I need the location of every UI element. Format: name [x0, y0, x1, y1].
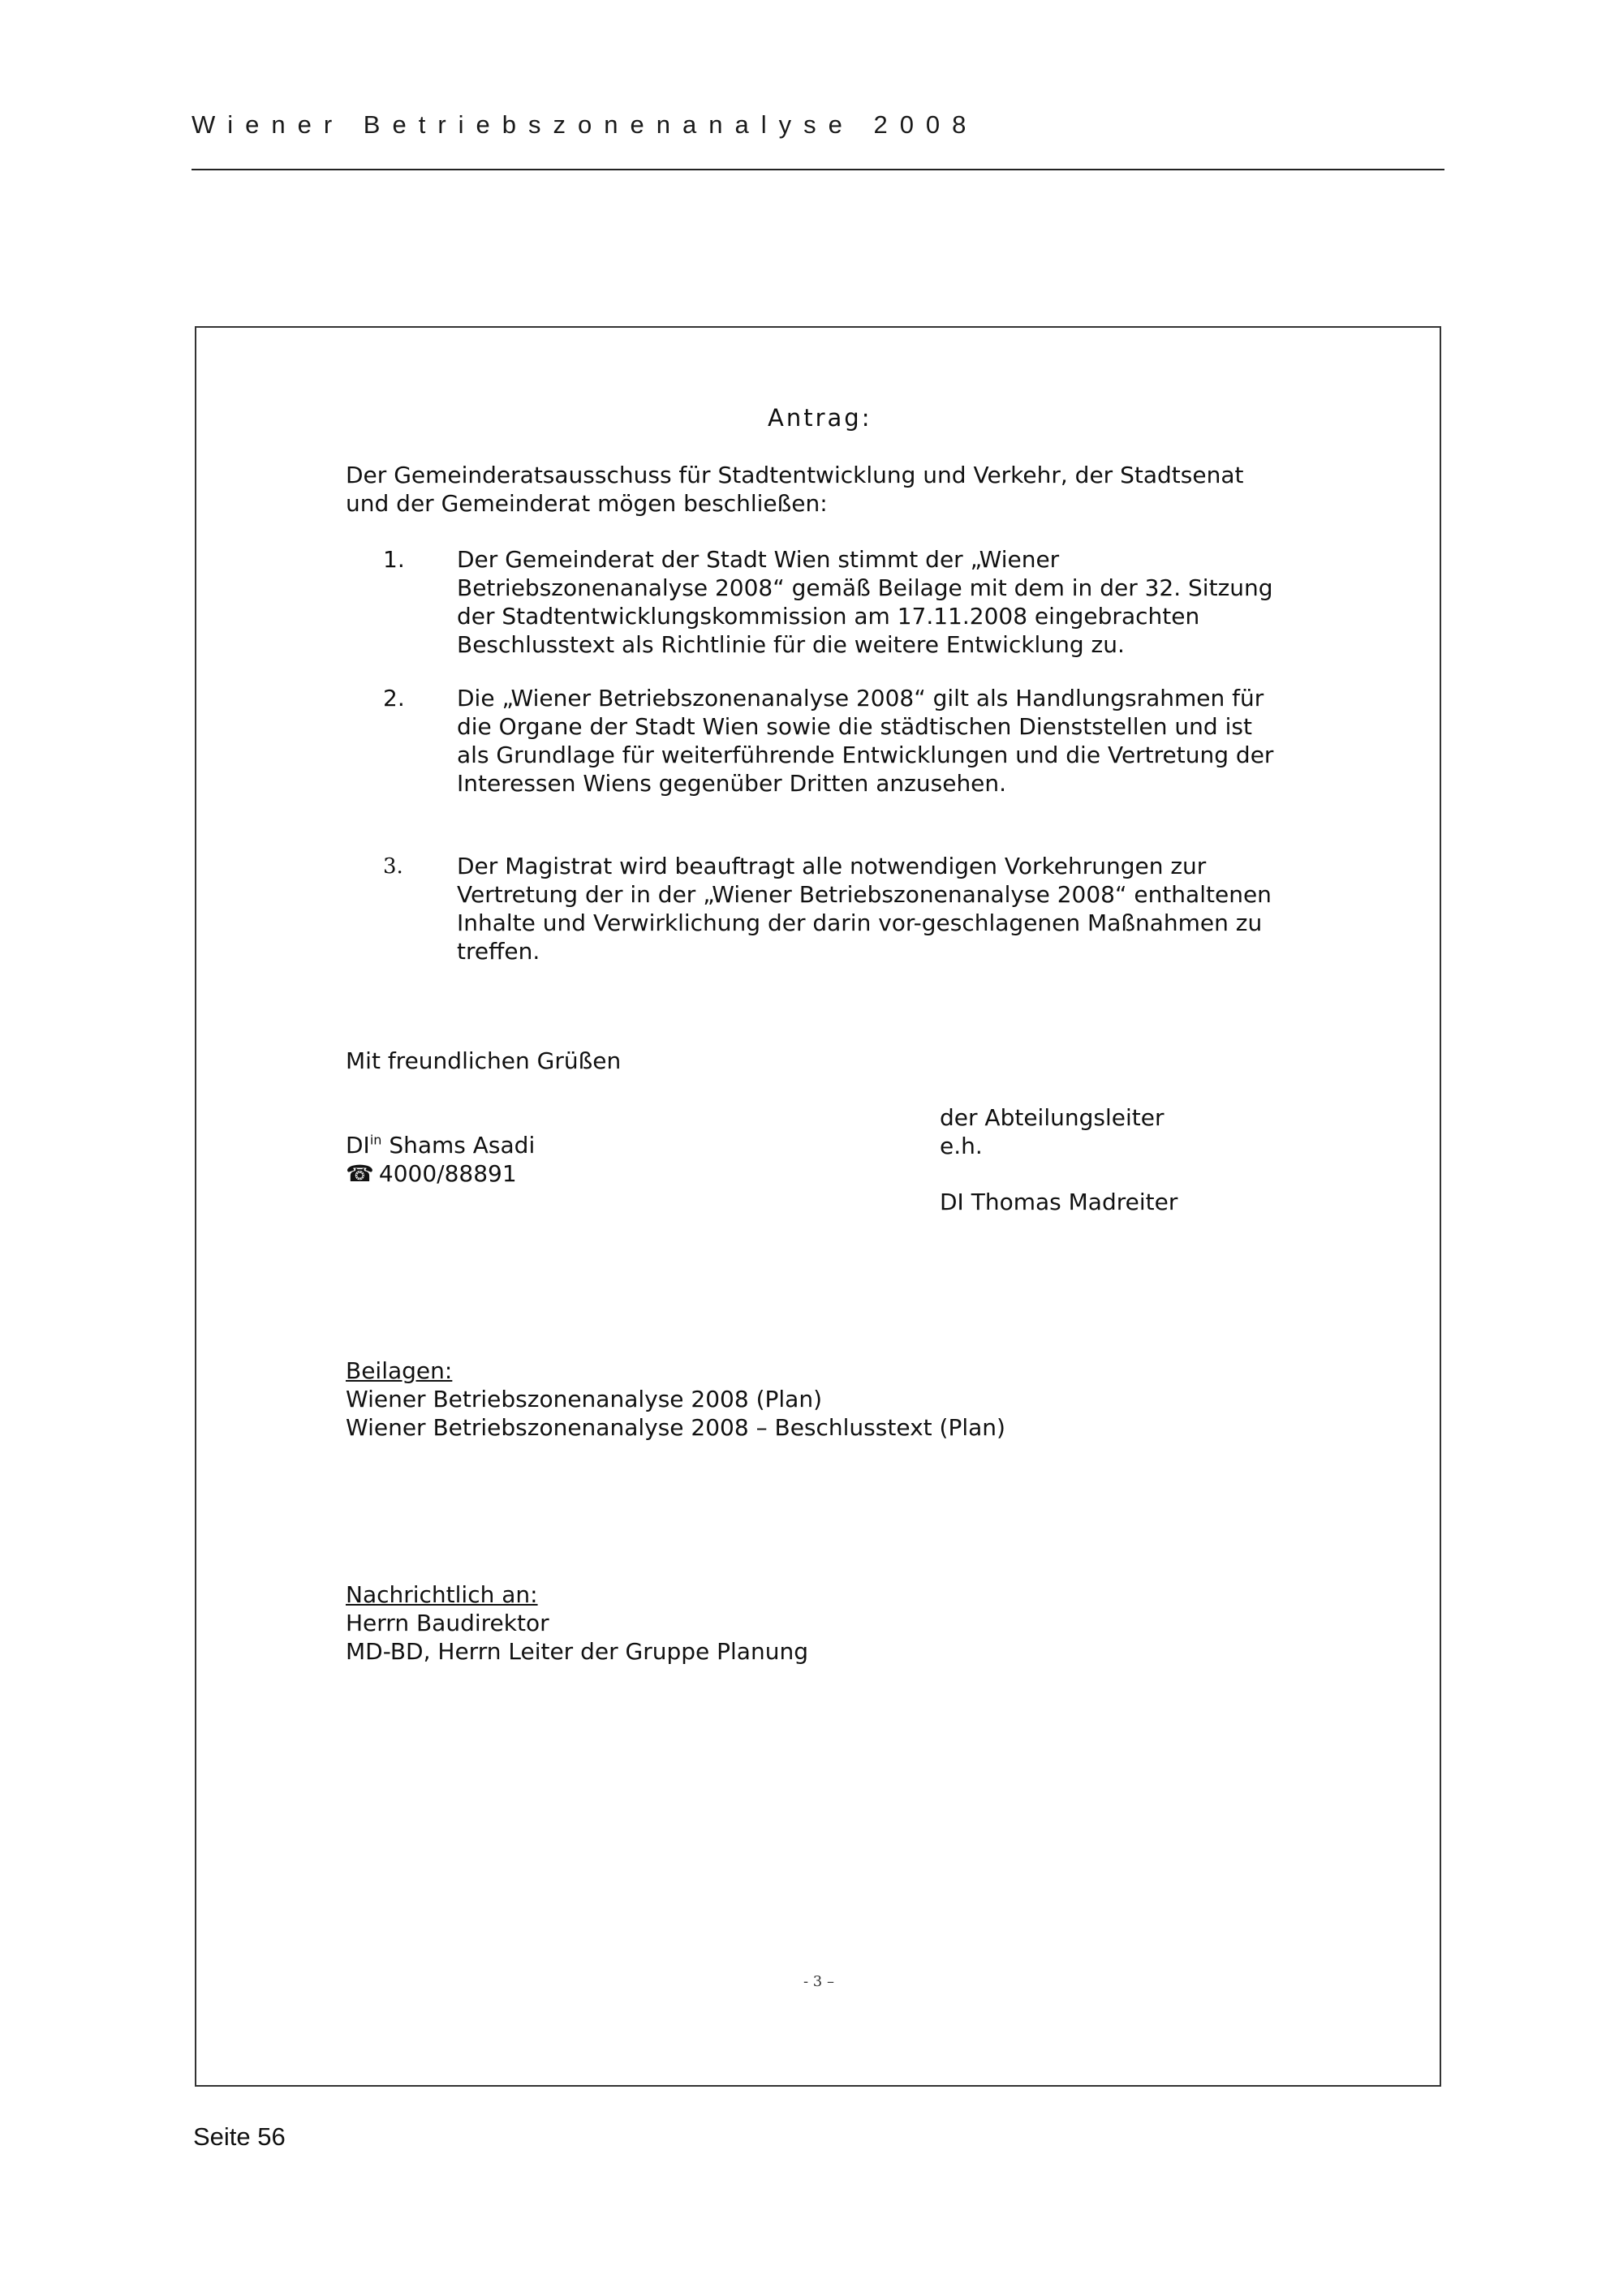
sender-phone — [346, 1159, 517, 1188]
signer-note: e.h. — [940, 1133, 983, 1159]
signer-name: DI Thomas Madreiter — [940, 1189, 1178, 1215]
item-1-line-2: Betriebszonenanalyse 2008“ gemäß Beilage mit dem in der 32. Sitzung — [457, 574, 1273, 601]
item-1-line-4: Beschlusstext als Richtlinie für die weitere Entwicklung zu. — [457, 631, 1125, 658]
sender-name-text: Shams Asadi — [381, 1132, 536, 1159]
motion-heading: Antrag: — [768, 404, 872, 432]
notify-label: Nachrichtlich an: — [346, 1581, 538, 1608]
item-2-line-1: Die „Wiener Betriebszonenanalyse 2008“ gilt als Handlungsrahmen für — [457, 685, 1264, 712]
item-number-1: 1. — [383, 546, 405, 573]
attachment-item-1: Wiener Betriebszonenanalyse 2008 (Plan) — [346, 1386, 823, 1412]
item-3-line-2: Vertretung der in der „Wiener Betriebszonenanalyse 2008“ enthaltenen — [457, 881, 1272, 908]
item-3-line-4: treffen. — [457, 938, 540, 965]
attachment-item-2: Wiener Betriebszonenanalyse 2008 – Beschlusstext (Plan) — [346, 1414, 1005, 1441]
greeting: Mit freundlichen Grüßen — [346, 1047, 622, 1074]
sender-title-superscript: in — [369, 1132, 382, 1148]
attachments-label: Beilagen: — [346, 1357, 453, 1384]
item-2-line-3: als Grundlage für weiterführende Entwicklungen und die Vertretung der — [457, 742, 1274, 768]
item-3-line-3: Inhalte und Verwirklichung der darin vor-geschlagenen Maßnahmen zu — [457, 909, 1263, 936]
footer-page-number: Seite 56 — [193, 2122, 286, 2151]
notify-item-2: MD-BD, Herrn Leiter der Gruppe Planung — [346, 1638, 808, 1665]
telephone-icon: ☎ — [346, 1160, 374, 1187]
item-2-line-4: Interessen Wiens gegenüber Dritten anzusehen. — [457, 770, 1007, 797]
signer-role: der Abteilungsleiter — [940, 1104, 1165, 1131]
item-number-3: 3. — [383, 854, 403, 879]
sender-phone-number: 4000/88891 — [378, 1160, 517, 1187]
header-rule — [192, 169, 1444, 170]
item-1-line-1: Der Gemeinderat der Stadt Wien stimmt der „Wiener — [457, 546, 1060, 573]
item-3-line-1: Der Magistrat wird beauftragt alle notwendigen Vorkehrungen zur — [457, 853, 1207, 879]
intro-line-2: und der Gemeinderat mögen beschließen: — [346, 490, 828, 517]
sender-name — [346, 1131, 535, 1159]
item-1-line-3: der Stadtentwicklungskommission am 17.11.2008 eingebrachten — [457, 603, 1200, 630]
notify-item-1: Herrn Baudirektor — [346, 1610, 549, 1636]
intro-line-1: Der Gemeinderatsausschuss für Stadtentwicklung und Verkehr, der Stadtsenat — [346, 462, 1244, 488]
item-2-line-2: die Organe der Stadt Wien sowie die städtischen Dienststellen und ist — [457, 713, 1252, 740]
inner-page-number: - 3 – — [803, 1973, 834, 1990]
running-header-title: Wiener Betriebszonenanalyse 2008 — [192, 110, 979, 139]
item-number-2: 2. — [383, 685, 405, 712]
sender-title: DI — [346, 1132, 370, 1159]
